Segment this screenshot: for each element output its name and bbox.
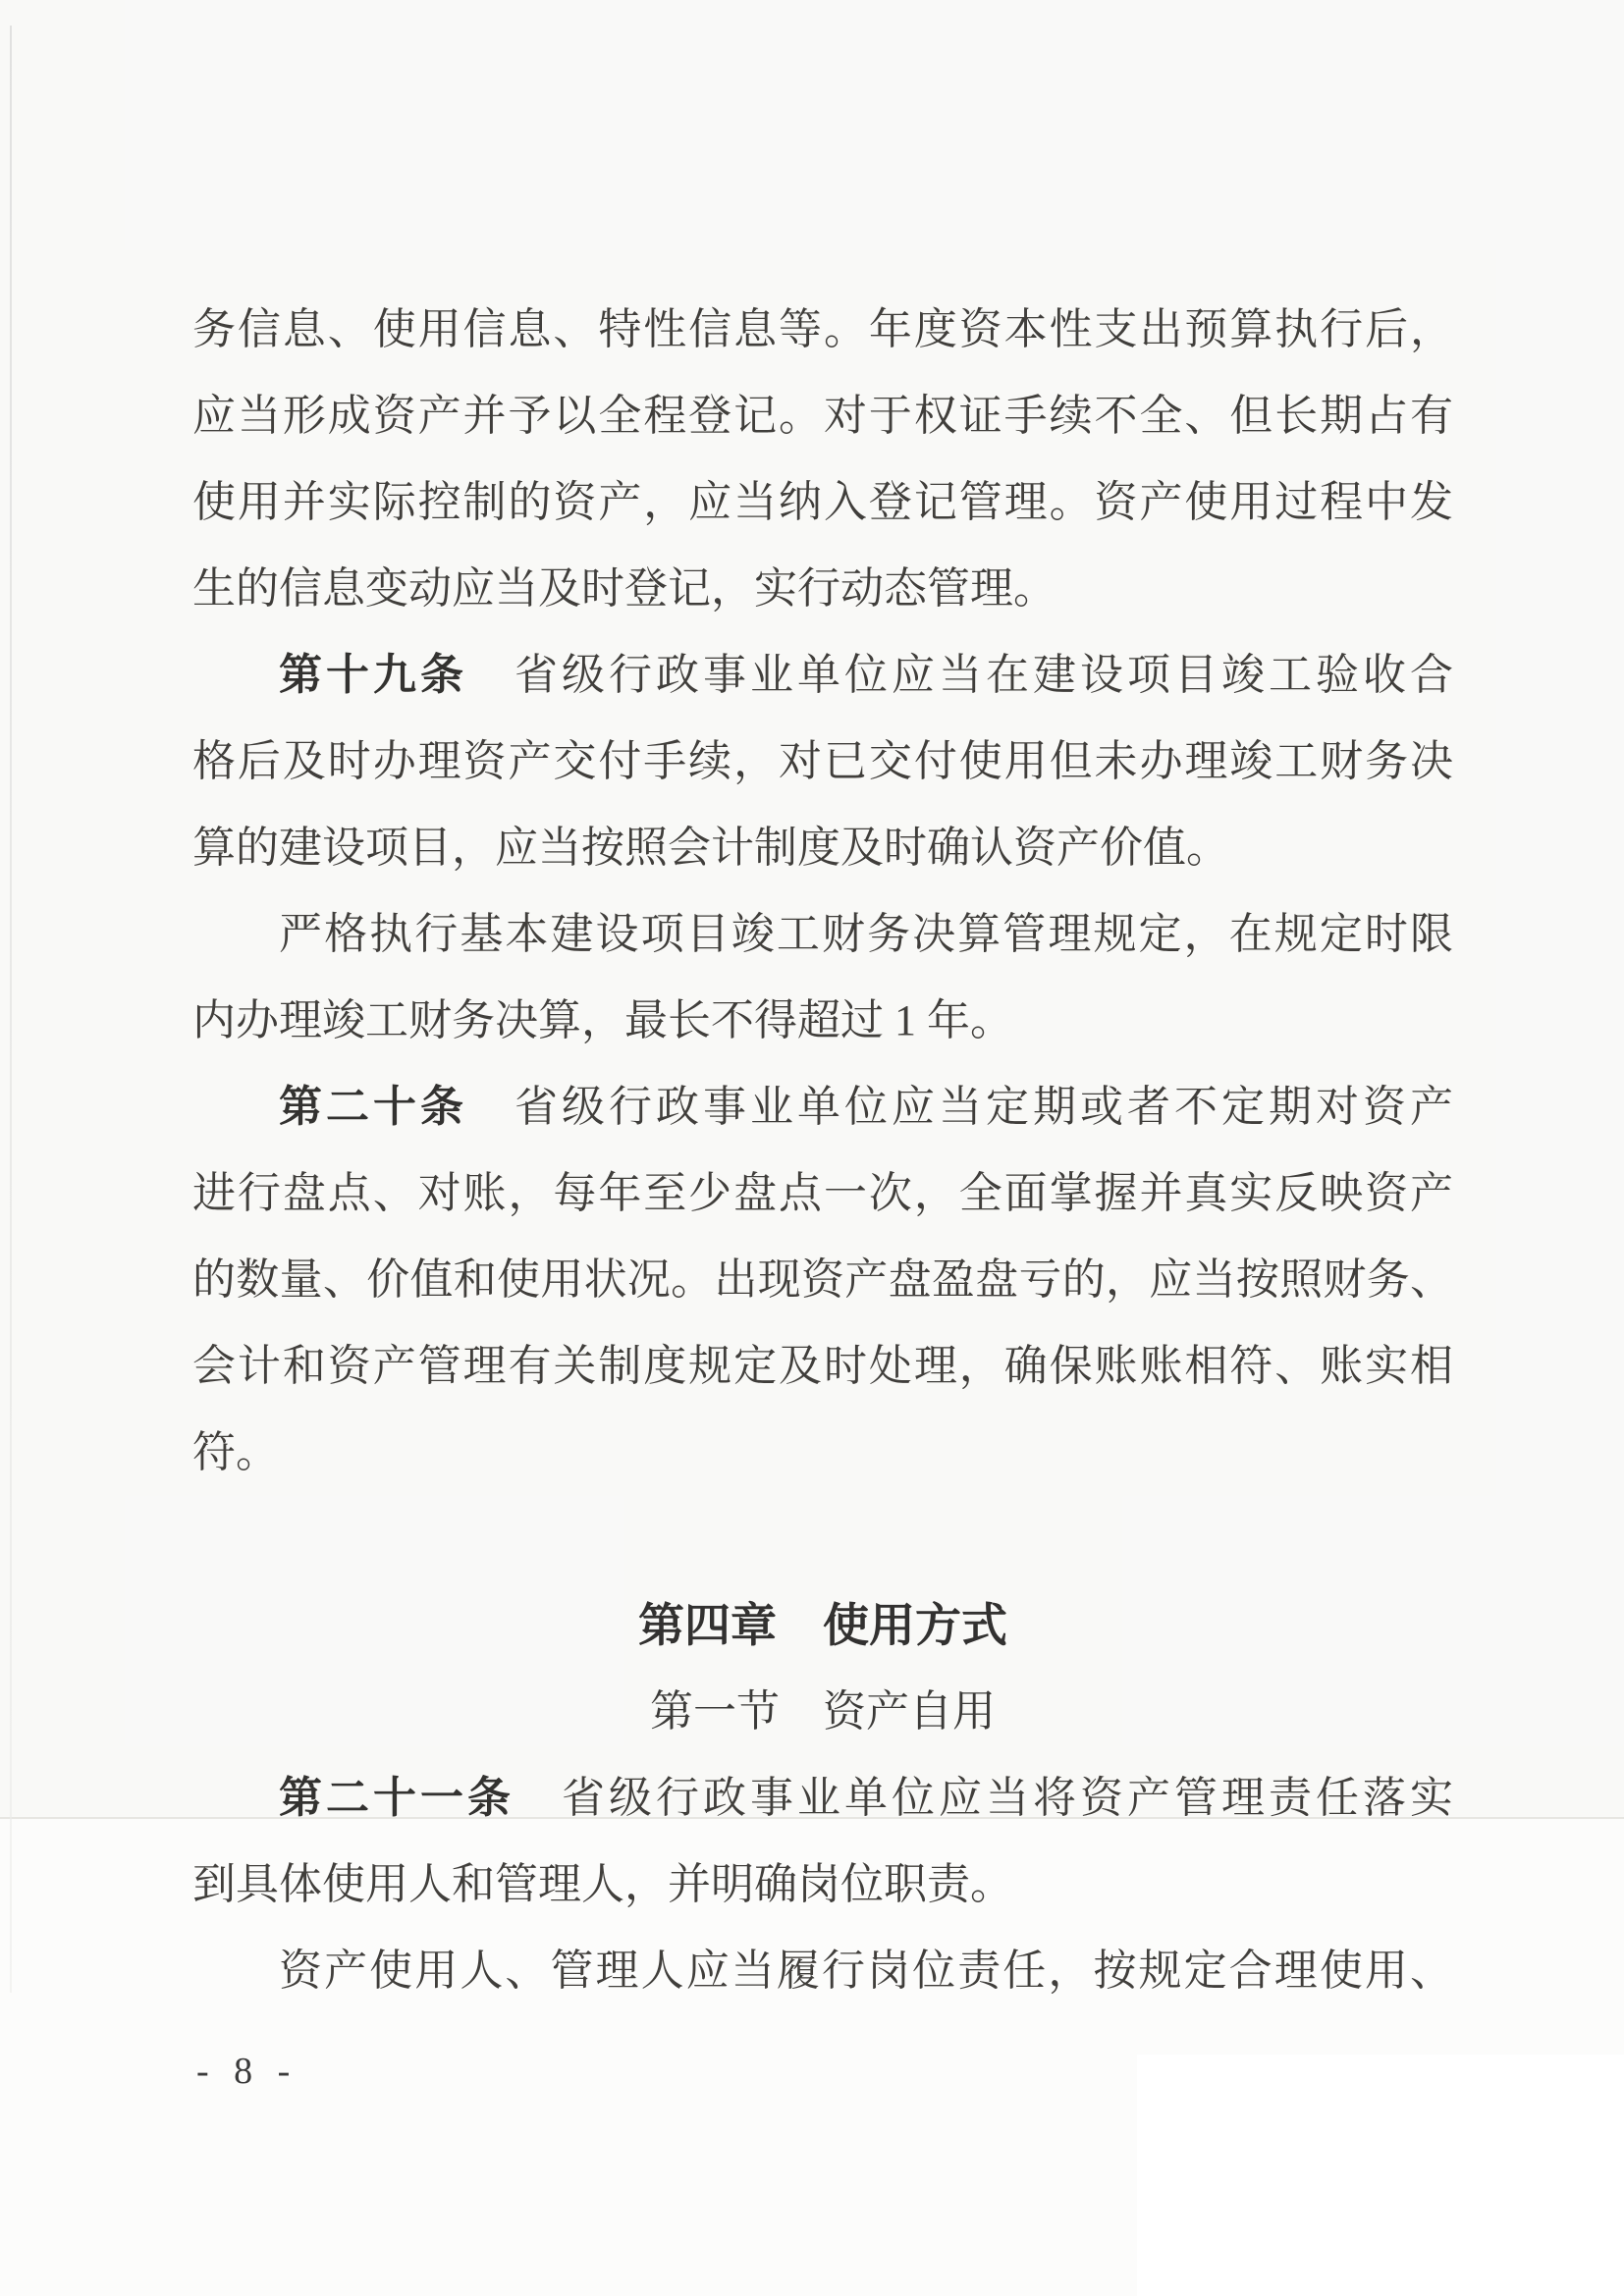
section-heading: 第一节 资产自用 [650,1687,996,1735]
scan-edge-artifact [10,26,12,1993]
text-line: 务信息、使用信息、特性信息等。年度资本性支出预算执行后， [192,305,1453,353]
text-line: 到具体使用人和管理人，并明确岗位职责。 [192,1860,1013,1908]
scan-patch-artifact [1137,2055,1624,2296]
text-line [192,1064,1453,1150]
line-text: 省级行政事业单位应当将资产管理责任落实 [514,1774,1453,1822]
article-number: 第十九条 [279,651,467,699]
text-line [192,1755,1453,1842]
text-line: 会计和资产管理有关制度规定及时处理，确保账账相符、账实相 [192,1342,1453,1390]
text-line: 严格执行基本建设项目竣工财务决算管理规定，在规定时限 [279,910,1453,958]
text-line: 算的建设项目，应当按照会计制度及时确认资产价值。 [192,824,1229,872]
chapter-heading: 第四章 使用方式 [638,1599,1007,1651]
text-line: 的数量、价值和使用状况。出现资产盘盈盘亏的，应当按照财务、 [192,1255,1453,1304]
article-number: 第二十一条 [279,1774,514,1822]
line-text: 省级行政事业单位应当在建设项目竣工验收合 [467,651,1453,699]
line-text: 省级行政事业单位应当定期或者不定期对资产 [467,1083,1453,1131]
text-line: 符。 [192,1428,279,1476]
blank-line [192,1496,1453,1582]
text-block [192,287,1453,2014]
page-number: - 8 - [196,2051,298,2092]
text-line: 格后及时办理资产交付手续，对已交付使用但未办理竣工财务决 [192,737,1453,785]
text-line: 进行盘点、对账，每年至少盘点一次，全面掌握并真实反映资产 [192,1169,1453,1217]
text-line: 内办理竣工财务决算，最长不得超过 1 年。 [192,996,1013,1044]
text-line: 使用并实际控制的资产，应当纳入登记管理。资产使用过程中发 [192,478,1453,526]
text-line: 生的信息变动应当及时登记，实行动态管理。 [192,564,1056,613]
text-line: 资产使用人、管理人应当履行岗位责任，按规定合理使用、 [279,1947,1453,1995]
text-line: 应当形成资产并予以全程登记。对于权证手续不全、但长期占有 [192,392,1453,440]
text-line [192,632,1453,719]
article-number: 第二十条 [279,1083,467,1131]
